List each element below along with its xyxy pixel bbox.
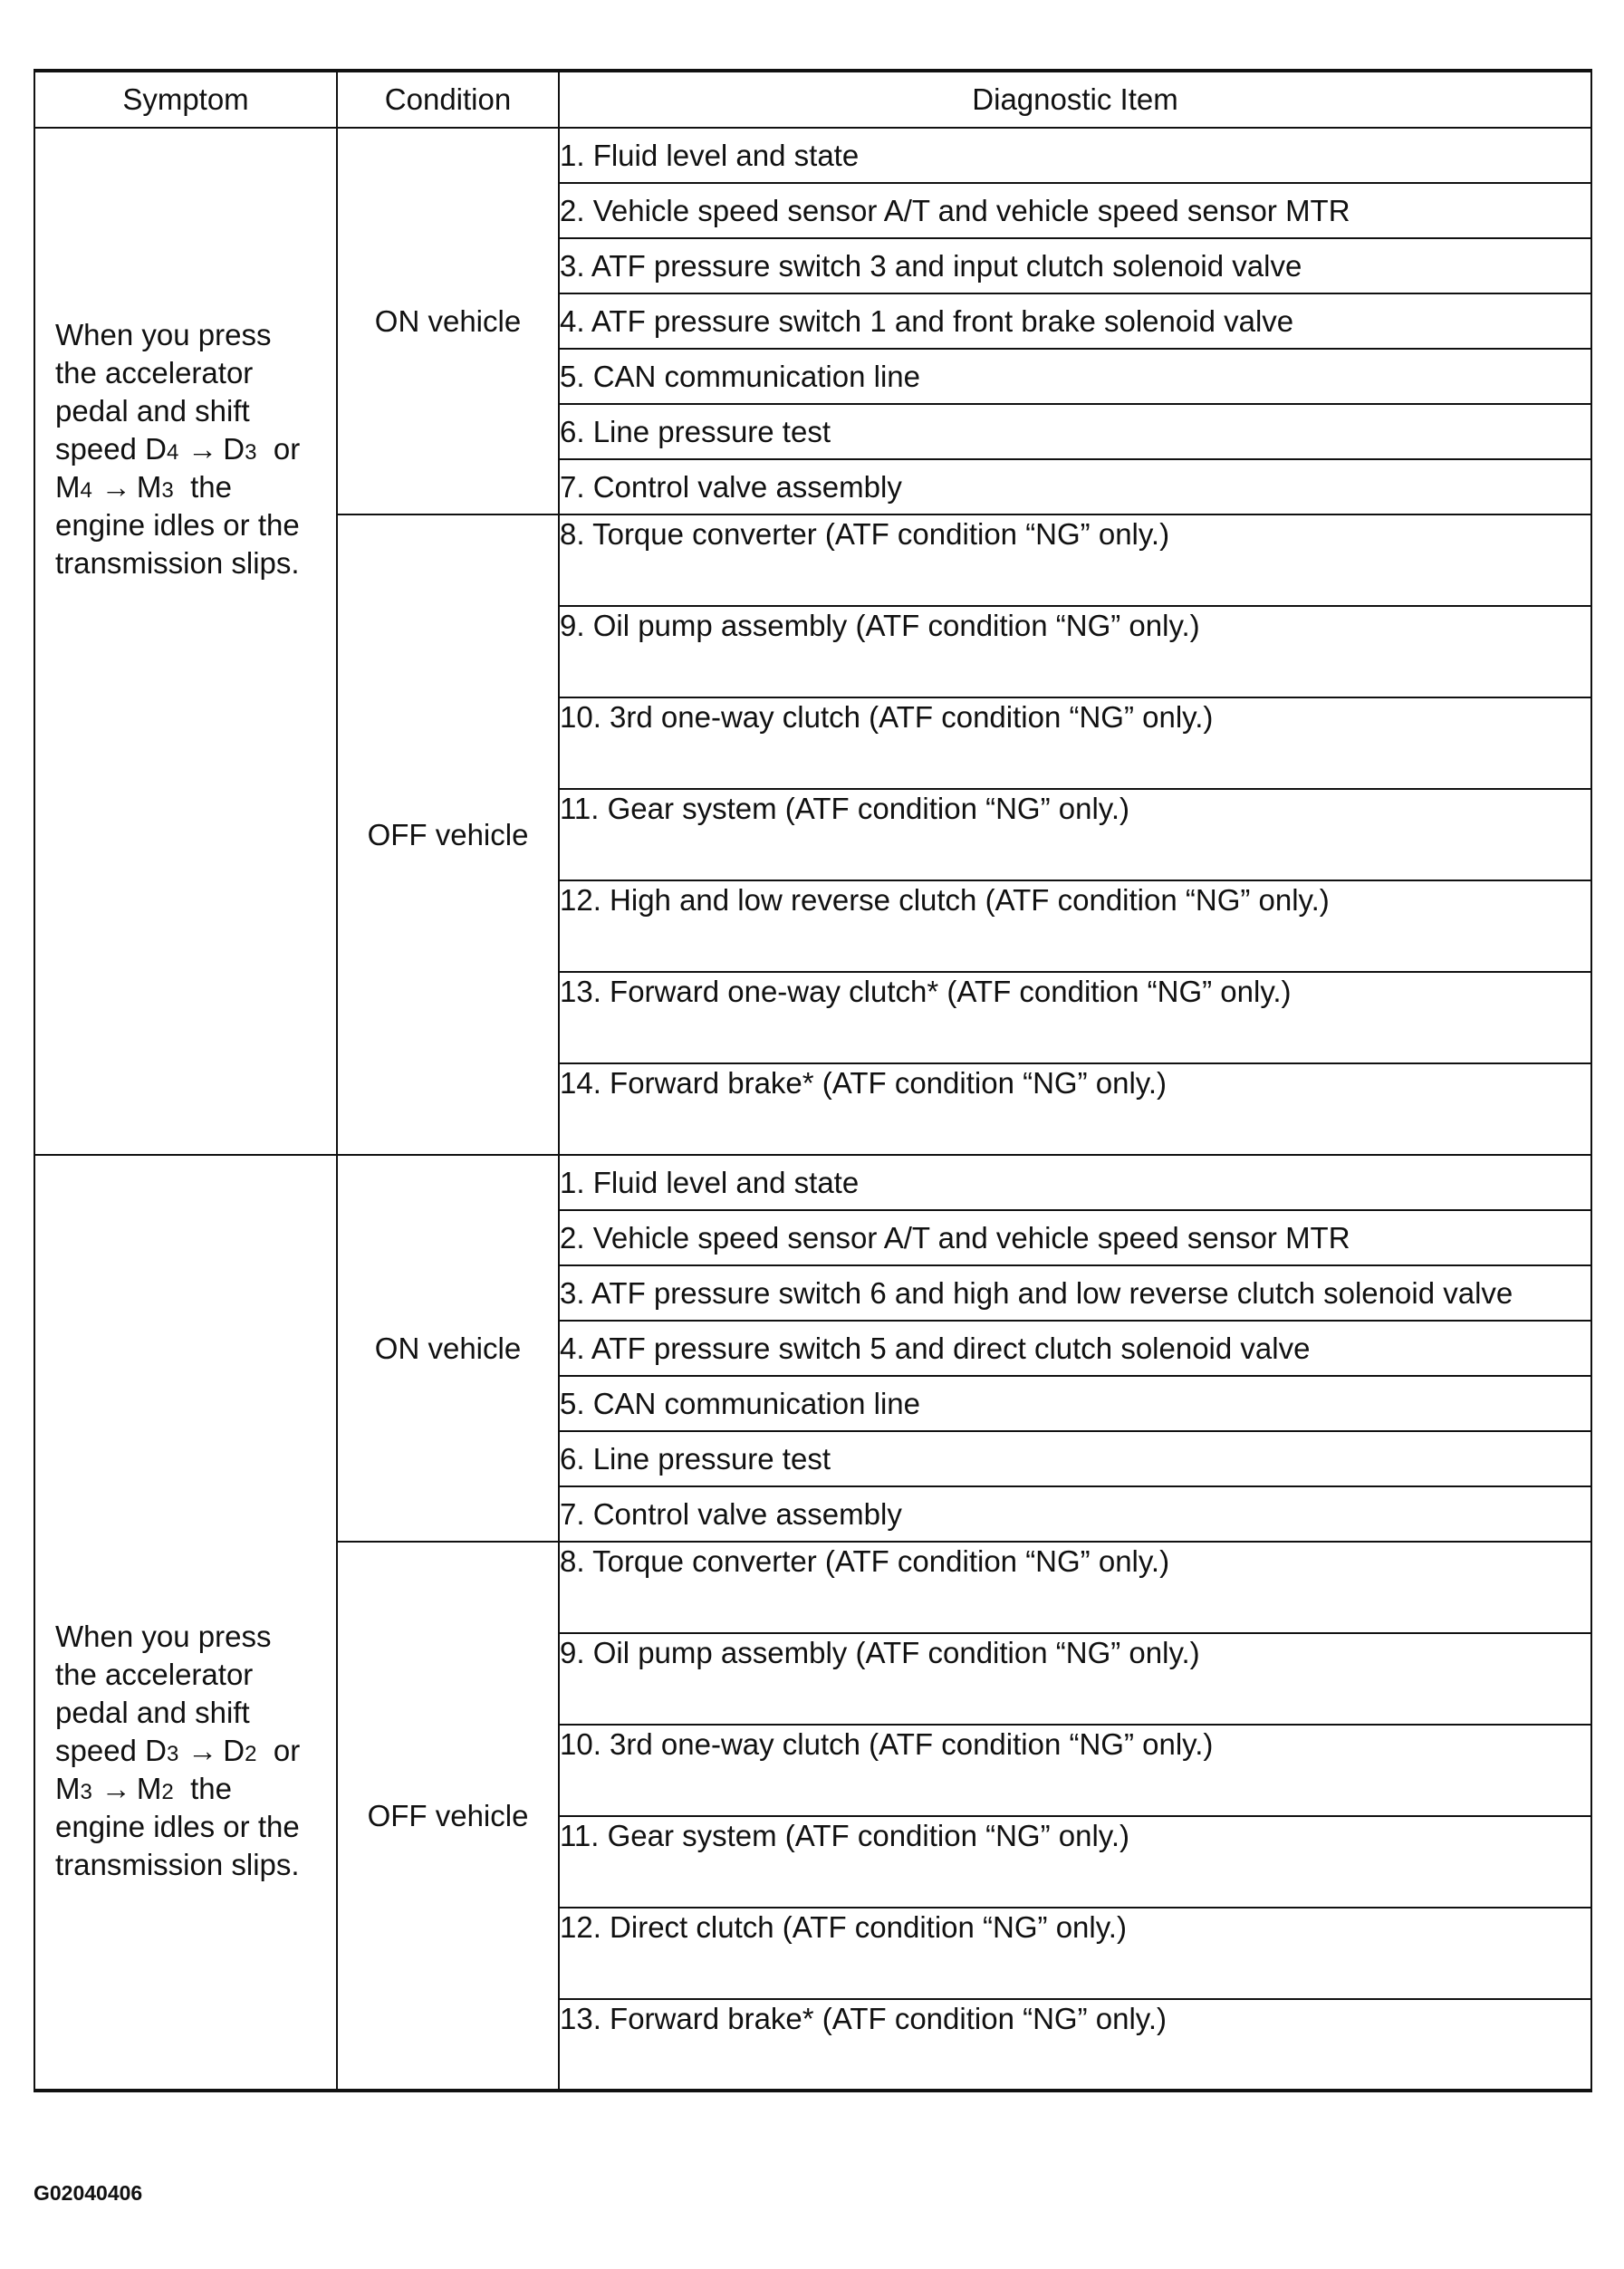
diagnostic-item: 12. Direct clutch (ATF condition “NG” only.) — [559, 1908, 1591, 1999]
symptom-line: When you press — [55, 1620, 272, 1653]
from-gear: D — [145, 432, 167, 466]
header-symptom: Symptom — [34, 71, 337, 128]
diagnostic-item: 10. 3rd one-way clutch (ATF condition “NG” only.) — [559, 697, 1591, 789]
symptom-line — [55, 1772, 232, 1805]
condition-on-vehicle: ON vehicle — [337, 128, 559, 514]
arrow-right-icon: → — [101, 470, 131, 504]
from-manual-gear-number: 3 — [80, 1780, 92, 1804]
diagnostic-item: 1. Fluid level and state — [559, 1155, 1591, 1210]
diagnostic-item: 14. Forward brake* (ATF condition “NG” only.) — [559, 1063, 1591, 1155]
from-gear-number: 4 — [166, 440, 179, 465]
to-manual-gear: M — [136, 470, 162, 504]
symptom-line — [55, 1734, 300, 1767]
diagnostic-item: 9. Oil pump assembly (ATF condition “NG” only.) — [559, 1633, 1591, 1725]
table-row — [34, 1155, 1591, 1210]
diagnostic-item: 2. Vehicle speed sensor A/T and vehicle speed sensor MTR — [559, 1210, 1591, 1265]
symptom-or: or — [273, 1734, 301, 1767]
diagnostic-item: 12. High and low reverse clutch (ATF condition “NG” only.) — [559, 880, 1591, 972]
diagnostic-table — [34, 69, 1592, 2092]
symptom-cell — [34, 1155, 337, 2091]
header-condition: Condition — [337, 71, 559, 128]
from-gear-number: 3 — [166, 1742, 179, 1766]
diagnostic-item: 1. Fluid level and state — [559, 128, 1591, 183]
figure-id: G02040406 — [34, 2181, 143, 2205]
symptom-line: transmission slips. — [55, 546, 300, 580]
to-gear: D — [223, 1734, 245, 1767]
diagnostic-item: 5. CAN communication line — [559, 349, 1591, 404]
symptom-speed-word: speed — [55, 432, 137, 466]
symptom-the: the — [190, 1772, 232, 1805]
symptom-or: or — [273, 432, 301, 466]
from-manual-gear-number: 4 — [80, 478, 92, 503]
symptom-line — [55, 432, 300, 466]
to-manual-gear-number: 3 — [161, 478, 174, 503]
from-manual-gear: M — [55, 470, 81, 504]
diagnostic-item: 2. Vehicle speed sensor A/T and vehicle speed sensor MTR — [559, 183, 1591, 238]
diagnostic-item: 7. Control valve assembly — [559, 459, 1591, 514]
diagnostic-item: 10. 3rd one-way clutch (ATF condition “NG” only.) — [559, 1725, 1591, 1816]
symptom-line: transmission slips. — [55, 1848, 300, 1881]
symptom-line: pedal and shift — [55, 1696, 250, 1729]
symptom-line: engine idles or the — [55, 508, 300, 542]
symptom-cell — [34, 128, 337, 1155]
symptom-line: the accelerator — [55, 356, 254, 389]
to-manual-gear: M — [136, 1772, 162, 1805]
symptom-speed-word: speed — [55, 1734, 137, 1767]
diagnostic-item: 13. Forward brake* (ATF condition “NG” only.) — [559, 1999, 1591, 2091]
symptom-line: engine idles or the — [55, 1810, 300, 1843]
from-gear: D — [145, 1734, 167, 1767]
diagnostic-item: 6. Line pressure test — [559, 404, 1591, 459]
symptom-line — [55, 470, 232, 504]
diagnostic-item: 5. CAN communication line — [559, 1376, 1591, 1431]
condition-on-vehicle: ON vehicle — [337, 1155, 559, 1542]
condition-off-vehicle: OFF vehicle — [337, 514, 559, 1155]
arrow-right-icon: → — [187, 1734, 218, 1767]
header-diagnostic-item: Diagnostic Item — [559, 71, 1591, 128]
diagnostic-item: 8. Torque converter (ATF condition “NG” only.) — [559, 514, 1591, 606]
diagnostic-item: 11. Gear system (ATF condition “NG” only.) — [559, 789, 1591, 880]
condition-off-vehicle: OFF vehicle — [337, 1542, 559, 2091]
to-gear-number: 3 — [245, 440, 257, 465]
header-row — [34, 71, 1591, 128]
diagnostic-item: 3. ATF pressure switch 3 and input clutch solenoid valve — [559, 238, 1591, 293]
table-row — [34, 128, 1591, 183]
symptom-line: When you press — [55, 318, 272, 351]
to-gear: D — [223, 432, 245, 466]
diagnostic-item: 3. ATF pressure switch 6 and high and low reverse clutch solenoid valve — [559, 1265, 1591, 1321]
diagnostic-item: 9. Oil pump assembly (ATF condition “NG” only.) — [559, 606, 1591, 697]
diagnostic-item: 7. Control valve assembly — [559, 1486, 1591, 1542]
diagnostic-item: 11. Gear system (ATF condition “NG” only.) — [559, 1816, 1591, 1908]
diagnostic-item: 4. ATF pressure switch 1 and front brake solenoid valve — [559, 293, 1591, 349]
to-gear-number: 2 — [245, 1742, 257, 1766]
symptom-line: pedal and shift — [55, 394, 250, 428]
from-manual-gear: M — [55, 1772, 81, 1805]
diagnostic-item: 6. Line pressure test — [559, 1431, 1591, 1486]
symptom-the: the — [190, 470, 232, 504]
arrow-right-icon: → — [187, 432, 218, 466]
symptom-line: the accelerator — [55, 1658, 254, 1691]
diagnostic-item: 13. Forward one-way clutch* (ATF condition “NG” only.) — [559, 972, 1591, 1063]
arrow-right-icon: → — [101, 1772, 131, 1805]
diagnostic-item: 8. Torque converter (ATF condition “NG” only.) — [559, 1542, 1591, 1633]
diagnostic-item: 4. ATF pressure switch 5 and direct clutch solenoid valve — [559, 1321, 1591, 1376]
to-manual-gear-number: 2 — [161, 1780, 174, 1804]
